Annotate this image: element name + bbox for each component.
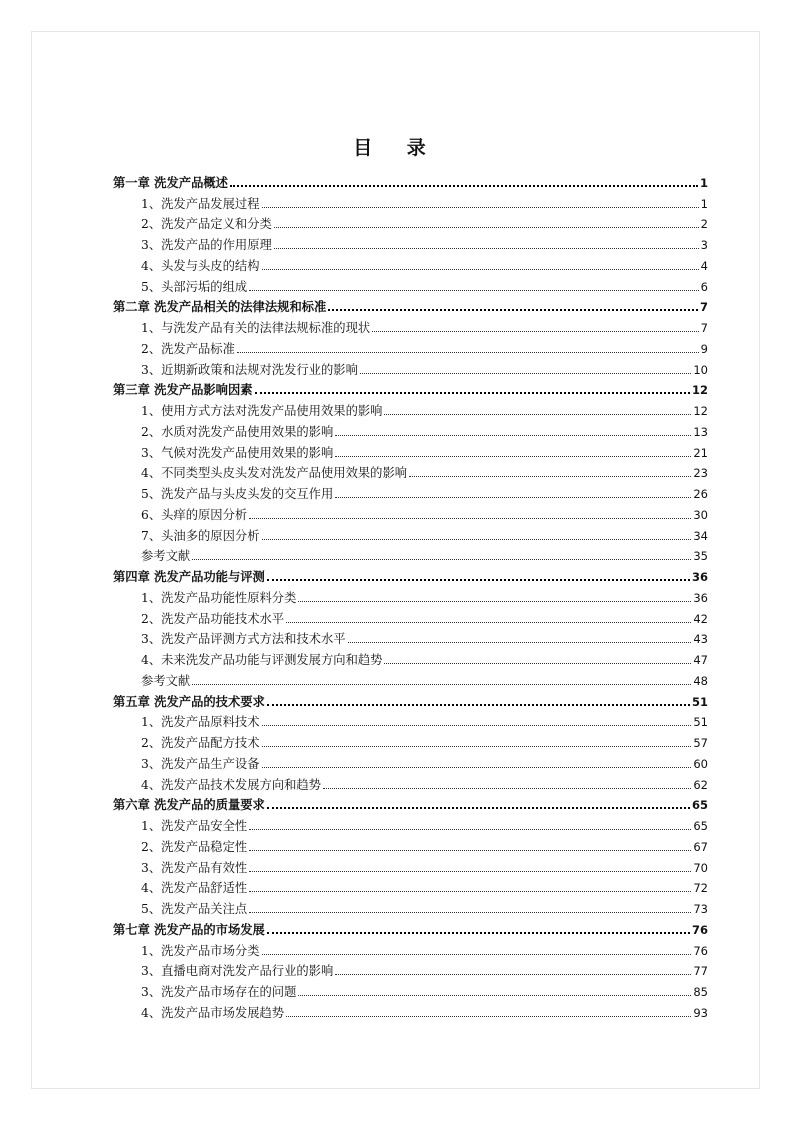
toc-section-entry[interactable] [113, 191, 708, 212]
toc-entry-label: 6、头痒的原因分析 [141, 507, 248, 522]
toc-page-number: 36 [691, 570, 708, 584]
toc-page-number: 42 [693, 611, 708, 626]
toc-leader-dots [335, 434, 691, 436]
toc-leader-dots [249, 849, 691, 851]
toc-entry-label: 第二章 洗发产品相关的法律法规和标准 [113, 300, 327, 315]
toc-page-number: 65 [691, 798, 708, 813]
toc-leader-dots [192, 558, 691, 560]
toc-page-number: 10 [693, 362, 708, 377]
toc-entry-label: 第五章 洗发产品的技术要求 [113, 694, 265, 709]
toc-section-entry[interactable] [113, 544, 708, 565]
toc-page-number: 30 [693, 507, 708, 522]
toc-section-entry[interactable] [113, 627, 708, 648]
toc-entry-label: 5、洗发产品与头皮头发的交互作用 [141, 487, 334, 501]
toc-section-entry[interactable] [113, 502, 708, 523]
toc-entry-label: 1、洗发产品原料技术 [141, 715, 260, 730]
toc-section-entry[interactable] [113, 398, 708, 419]
toc-page-number: 51 [693, 715, 708, 730]
toc-page-number: 76 [693, 943, 708, 958]
toc-page-number: 73 [693, 902, 708, 916]
toc-chapter-entry[interactable] [113, 564, 708, 585]
toc-leader-dots [267, 578, 690, 581]
toc-leader-dots [262, 206, 699, 208]
toc-leader-dots [249, 517, 691, 519]
toc-section-entry[interactable] [113, 855, 708, 876]
toc-section-entry[interactable] [113, 730, 708, 751]
toc-entry-label: 第三章 洗发产品影响因素 [113, 383, 253, 398]
toc-section-entry[interactable] [113, 876, 708, 897]
page-title: 目 录 [353, 137, 440, 159]
toc-leader-dots [298, 994, 691, 996]
toc-leader-dots [267, 806, 690, 809]
toc-entry-label: 3、洗发产品有效性 [141, 860, 248, 875]
toc-page-number: 72 [693, 881, 708, 896]
toc-chapter-entry[interactable] [113, 295, 708, 316]
toc-leader-dots [255, 391, 690, 394]
toc-page-number: 23 [693, 466, 708, 481]
toc-section-entry[interactable] [113, 896, 708, 917]
toc-entry-label: 4、洗发产品技术发展方向和趋势 [141, 777, 321, 792]
toc-page-number: 9 [700, 341, 708, 356]
toc-entry-label: 4、头发与头皮的结构 [141, 258, 260, 273]
toc-entry-label: 3、近期新政策和法规对洗发行业的影响 [141, 362, 358, 377]
toc-section-entry[interactable] [113, 481, 708, 502]
toc-leader-dots [274, 226, 699, 228]
toc-leader-dots [262, 766, 692, 768]
toc-leader-dots [249, 870, 691, 872]
toc-leader-dots [323, 787, 691, 789]
toc-section-entry[interactable] [113, 979, 708, 1000]
toc-section-entry[interactable] [113, 357, 708, 378]
toc-leader-dots [384, 662, 691, 664]
toc-entry-label: 2、水质对洗发产品使用效果的影响 [141, 424, 334, 439]
toc-leader-dots [384, 413, 691, 415]
toc-entry-label: 1、洗发产品发展过程 [141, 196, 260, 211]
toc-page-number: 35 [693, 549, 708, 564]
toc-leader-dots [267, 703, 690, 706]
toc-section-entry[interactable] [113, 710, 708, 731]
toc-section-entry[interactable] [113, 585, 708, 606]
toc-leader-dots [372, 330, 699, 332]
toc-page-number: 34 [693, 528, 708, 543]
toc-page-number: 70 [693, 860, 708, 875]
toc-leader-dots [335, 455, 691, 457]
toc-section-entry[interactable] [113, 419, 708, 440]
toc-leader-dots [267, 931, 690, 934]
toc-section-entry[interactable] [113, 606, 708, 627]
toc-page-number: 13 [693, 424, 708, 439]
toc-page-number: 4 [700, 258, 708, 273]
toc-entry-label: 3、气候对洗发产品使用效果的影响 [141, 445, 334, 460]
toc-page-number: 1 [699, 175, 708, 190]
toc-entry-label: 5、洗发产品关注点 [141, 902, 248, 916]
toc-entry-label: 4、洗发产品舒适性 [141, 881, 248, 896]
toc-section-entry[interactable] [113, 647, 708, 668]
table-of-contents [113, 170, 708, 1021]
toc-section-entry[interactable] [113, 772, 708, 793]
toc-leader-dots [286, 1015, 691, 1017]
toc-section-entry[interactable] [113, 253, 708, 274]
toc-section-entry[interactable] [113, 751, 708, 772]
toc-entry-label: 参考文献 [141, 673, 191, 688]
toc-page-number: 7 [700, 321, 708, 335]
toc-section-entry[interactable] [113, 461, 708, 482]
toc-page-number: 6 [700, 279, 708, 294]
toc-chapter-entry[interactable] [113, 378, 708, 399]
toc-entry-label: 第六章 洗发产品的质量要求 [113, 798, 265, 813]
toc-page-number: 51 [691, 694, 708, 709]
toc-entry-label: 5、头部污垢的组成 [141, 279, 248, 294]
toc-entry-label: 3、洗发产品评测方式方法和技术水平 [141, 632, 346, 647]
toc-entry-label: 1、洗发产品功能性原料分类 [141, 590, 297, 605]
toc-section-entry[interactable] [113, 938, 708, 959]
toc-entry-label: 第七章 洗发产品的市场发展 [113, 922, 265, 937]
toc-section-entry[interactable] [113, 232, 708, 253]
toc-page-number: 57 [693, 736, 708, 750]
toc-entry-label: 2、洗发产品稳定性 [141, 839, 248, 854]
toc-page-number: 36 [693, 590, 708, 605]
toc-leader-dots [262, 724, 692, 726]
toc-leader-dots [249, 289, 698, 291]
toc-page-number: 3 [700, 238, 708, 252]
toc-entry-label: 3、洗发产品的作用原理 [141, 238, 272, 252]
toc-section-entry[interactable] [113, 212, 708, 233]
toc-chapter-entry[interactable] [113, 917, 708, 938]
toc-section-entry[interactable] [113, 813, 708, 834]
toc-section-entry[interactable] [113, 440, 708, 461]
toc-chapter-entry[interactable] [113, 793, 708, 814]
toc-section-entry[interactable] [113, 523, 708, 544]
toc-section-entry[interactable] [113, 274, 708, 295]
toc-entry-label: 2、洗发产品配方技术 [141, 736, 260, 750]
toc-leader-dots [230, 184, 698, 187]
toc-leader-dots [409, 475, 691, 477]
toc-leader-dots [335, 496, 691, 498]
toc-section-entry[interactable] [113, 336, 708, 357]
toc-page-number: 21 [693, 445, 708, 460]
toc-leader-dots [249, 828, 691, 830]
toc-entry-label: 1、与洗发产品有关的法律法规标准的现状 [141, 321, 371, 335]
toc-leader-dots [237, 351, 699, 353]
toc-entry-label: 2、洗发产品标准 [141, 341, 235, 356]
toc-leader-dots [262, 953, 692, 955]
toc-leader-dots [348, 641, 692, 643]
toc-page-number: 12 [691, 383, 708, 398]
toc-leader-dots [262, 268, 699, 270]
toc-chapter-entry[interactable] [113, 170, 708, 191]
toc-page-number: 43 [693, 632, 708, 647]
toc-page-number: 12 [693, 404, 708, 418]
toc-page-number: 26 [693, 487, 708, 501]
toc-leader-dots [249, 890, 691, 892]
toc-leader-dots [249, 911, 691, 913]
toc-page-number: 93 [693, 1005, 708, 1020]
toc-entry-label: 1、使用方式方法对洗发产品使用效果的影响 [141, 404, 383, 418]
toc-leader-dots [360, 372, 691, 374]
toc-page-number: 7 [699, 300, 708, 315]
toc-entry-label: 3、洗发产品市场存在的问题 [141, 985, 297, 999]
toc-section-entry[interactable] [113, 315, 708, 336]
toc-section-entry[interactable] [113, 959, 708, 980]
toc-section-entry[interactable] [113, 668, 708, 689]
toc-leader-dots [262, 538, 692, 540]
toc-page-number: 47 [693, 653, 708, 667]
toc-leader-dots [335, 973, 691, 975]
toc-section-entry[interactable] [113, 834, 708, 855]
toc-leader-dots [328, 308, 698, 311]
toc-entry-label: 3、直播电商对洗发产品行业的影响 [141, 964, 334, 979]
toc-entry-label: 第一章 洗发产品概述 [113, 175, 228, 190]
toc-page-number: 77 [693, 964, 708, 979]
toc-page-number: 2 [700, 217, 708, 232]
toc-entry-label: 2、洗发产品功能技术水平 [141, 611, 285, 626]
toc-entry-label: 第四章 洗发产品功能与评测 [113, 570, 265, 584]
toc-leader-dots [274, 247, 699, 249]
toc-page-number: 85 [693, 985, 708, 999]
toc-entry-label: 2、洗发产品定义和分类 [141, 217, 272, 232]
toc-leader-dots [286, 621, 691, 623]
toc-page-number: 62 [693, 777, 708, 792]
toc-page-number: 60 [693, 756, 708, 771]
toc-entry-label: 1、洗发产品市场分类 [141, 943, 260, 958]
toc-leader-dots [298, 600, 691, 602]
toc-entry-label: 4、洗发产品市场发展趋势 [141, 1005, 285, 1020]
toc-entry-label: 7、头油多的原因分析 [141, 528, 260, 543]
toc-entry-label: 4、不同类型头皮头发对洗发产品使用效果的影响 [141, 466, 408, 481]
toc-page-number: 67 [693, 839, 708, 854]
toc-page-number: 1 [700, 196, 708, 211]
toc-section-entry[interactable] [113, 1000, 708, 1021]
toc-entry-label: 3、洗发产品生产设备 [141, 756, 260, 771]
toc-entry-label: 1、洗发产品安全性 [141, 819, 248, 833]
toc-page-number: 65 [693, 819, 708, 833]
toc-page-number: 48 [693, 673, 708, 688]
toc-entry-label: 参考文献 [141, 549, 191, 564]
toc-leader-dots [262, 745, 692, 747]
toc-leader-dots [192, 683, 691, 685]
toc-chapter-entry[interactable] [113, 689, 708, 710]
toc-page-number: 76 [691, 922, 708, 937]
toc-entry-label: 4、未来洗发产品功能与评测发展方向和趋势 [141, 653, 383, 667]
